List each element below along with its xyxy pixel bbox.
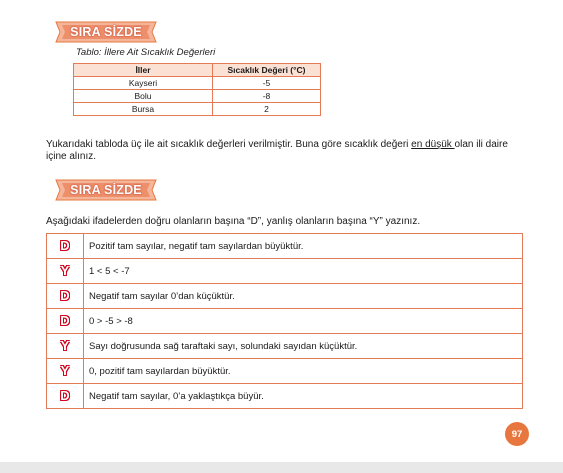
statement-text: Negatif tam sayılar 0’dan küçüktür. <box>84 284 523 309</box>
answer-cell[interactable] <box>47 284 84 309</box>
answer-cell[interactable] <box>47 359 84 384</box>
city-cell[interactable]: Kayseri <box>74 77 213 90</box>
table-caption: Tablo: İllere Ait Sıcaklık Değerleri <box>76 47 216 58</box>
sira-sizde-badge <box>52 20 160 44</box>
question-text <box>46 139 524 163</box>
answer-mark: Y <box>60 338 70 353</box>
answer-mark: D <box>60 388 70 403</box>
answer-cell[interactable] <box>47 259 84 284</box>
city-cell[interactable]: Bolu <box>74 90 213 103</box>
answer-mark: D <box>60 313 70 328</box>
column-header-city: İller <box>74 64 213 77</box>
answer-cell[interactable] <box>47 384 84 409</box>
statement-row <box>47 334 523 359</box>
temperature-cell: -5 <box>213 77 321 90</box>
answer-cell[interactable] <box>47 234 84 259</box>
instruction-text: Aşağıdaki ifadelerden doğru olanların başına “D”, yanlış olanların başına “Y” yazınız. <box>46 216 421 227</box>
answer-mark: D <box>60 288 70 303</box>
statement-text: 0, pozitif tam sayılardan büyüktür. <box>84 359 523 384</box>
statement-row <box>47 284 523 309</box>
true-false-table <box>46 233 523 409</box>
temperature-table <box>73 63 321 116</box>
statement-row <box>47 359 523 384</box>
table-row <box>74 77 321 90</box>
answer-mark: D <box>60 238 70 253</box>
page-number: 97 <box>505 422 529 446</box>
statement-text: Pozitif tam sayılar, negatif tam sayılardan büyüktür. <box>84 234 523 259</box>
badge-label: SIRA SİZDE <box>70 25 142 39</box>
statement-text: Negatif tam sayılar, 0’a yaklaştıkça büyür. <box>84 384 523 409</box>
statement-row <box>47 309 523 334</box>
question-text-end: olan ili daire içine alınız. <box>46 139 508 162</box>
temperature-cell: 2 <box>213 103 321 116</box>
question-emphasis: en düşük <box>411 139 455 150</box>
bottom-margin-bar <box>0 462 563 473</box>
question-text-start: Yukarıdaki tabloda üç ile ait sıcaklık değerleri verilmiştir. Buna göre sıcaklık değeri <box>46 139 412 150</box>
statement-row <box>47 234 523 259</box>
column-header-temperature: Sıcaklık Değeri (°C) <box>213 64 321 77</box>
table-row <box>74 90 321 103</box>
answer-cell[interactable] <box>47 309 84 334</box>
statement-row <box>47 384 523 409</box>
statement-row <box>47 259 523 284</box>
statement-text: 0 > -5 > -8 <box>84 309 523 334</box>
city-cell[interactable]: Bursa <box>74 103 213 116</box>
answer-mark: Y <box>60 263 70 278</box>
table-header-row <box>74 64 321 77</box>
table-row <box>74 103 321 116</box>
sira-sizde-badge <box>52 178 160 202</box>
badge-label: SIRA SİZDE <box>70 183 142 197</box>
temperature-cell: -8 <box>213 90 321 103</box>
statement-text: 1 < 5 < -7 <box>84 259 523 284</box>
answer-mark: Y <box>60 363 70 378</box>
statement-text: Sayı doğrusunda sağ taraftaki sayı, solundaki sayıdan küçüktür. <box>84 334 523 359</box>
answer-cell[interactable] <box>47 334 84 359</box>
